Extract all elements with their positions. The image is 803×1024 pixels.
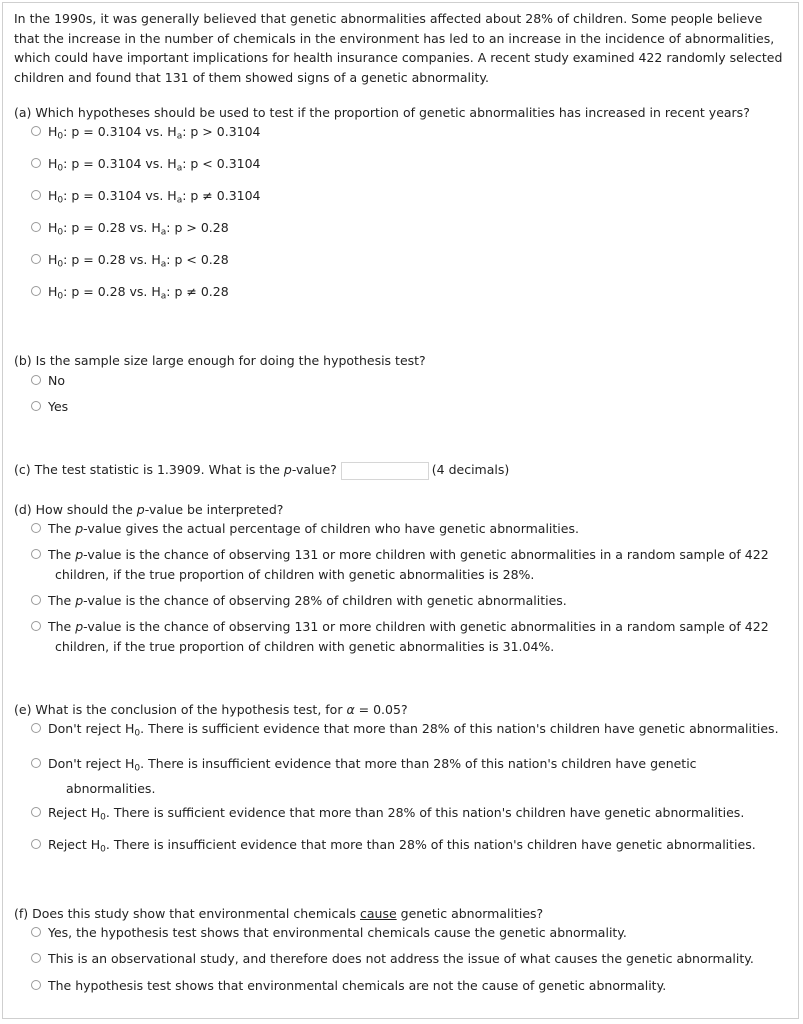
radio-button[interactable]	[31, 758, 41, 768]
option-e-4[interactable]: Reject $H_0$. There is insufficient evidence that more than 28% of this nation's children have genetic abnormalities.	[31, 835, 781, 854]
option-a-5[interactable]: $H_0$: p = 0.28 vs. $H_a$: p < 0.28	[31, 250, 781, 269]
option-d-2[interactable]: The p-value is the chance of observing 131 or more children with genetic abnormalities in a random sample of 422 children, if the true proportion of children with genetic abnormalities is 28%.	[31, 545, 781, 584]
option-e-2[interactable]: Don't reject $H_0$. There is insufficient evidence that more than 28% of this nation's children have genetic abnormalities.	[31, 751, 781, 801]
option-a-3[interactable]: $H_0$: p = 0.3104 vs. $H_a$: p ≠ 0.3104	[31, 186, 781, 205]
question-d: (d) How should the p-value be interpreted?	[14, 502, 284, 517]
option-a-4[interactable]: $H_0$: p = 0.28 vs. $H_a$: p > 0.28	[31, 218, 781, 237]
radio-button[interactable]	[31, 980, 41, 990]
radio-button[interactable]	[31, 523, 41, 533]
intro-paragraph: In the 1990s, it was generally believed that genetic abnormalities affected about 28% of children. Some people believe that the increase in the number of chemicals in the environment has led to an increase in the incidence of abnormalities, which could have important implications for health insurance companies. A recent study examined 422 randomly selected children and found that 131 of them showed signs of a genetic abnormality.	[14, 11, 783, 85]
option-a-2[interactable]: $H_0$: p = 0.3104 vs. $H_a$: p < 0.3104	[31, 154, 781, 173]
radio-button[interactable]	[31, 549, 41, 559]
p-value-input[interactable]	[341, 462, 429, 480]
radio-button[interactable]	[31, 927, 41, 937]
option-f-1[interactable]: Yes, the hypothesis test shows that environmental chemicals cause the genetic abnormality.	[31, 923, 781, 942]
radio-button[interactable]	[31, 401, 41, 411]
radio-button[interactable]	[31, 375, 41, 385]
radio-button[interactable]	[31, 286, 41, 296]
question-c: (c) The test statistic is 1.3909. What is the p-value? (4 decimals)	[14, 460, 789, 480]
option-b-no[interactable]: No	[31, 371, 781, 390]
option-e-3[interactable]: Reject $H_0$. There is sufficient evidence that more than 28% of this nation's children have genetic abnormalities.	[31, 803, 781, 822]
radio-button[interactable]	[31, 222, 41, 232]
radio-button[interactable]	[31, 621, 41, 631]
option-d-4[interactable]: The p-value is the chance of observing 131 or more children with genetic abnormalities in a random sample of 422 children, if the true proportion of children with genetic abnormalities is 31.04%.	[31, 617, 781, 656]
radio-button[interactable]	[31, 953, 41, 963]
option-a-1[interactable]: $H_0$: p = 0.3104 vs. $H_a$: p > 0.3104	[31, 122, 781, 141]
question-a: (a) Which hypotheses should be used to test if the proportion of genetic abnormalities has increased in recent years?	[14, 105, 750, 120]
question-f: (f) Does this study show that environmental chemicals cause genetic abnormalities?	[14, 906, 544, 921]
radio-button[interactable]	[31, 158, 41, 168]
radio-button[interactable]	[31, 595, 41, 605]
option-d-1[interactable]: The p-value gives the actual percentage of children who have genetic abnormalities.	[31, 519, 781, 538]
radio-button[interactable]	[31, 807, 41, 817]
radio-button[interactable]	[31, 254, 41, 264]
radio-button[interactable]	[31, 126, 41, 136]
option-a-6[interactable]: $H_0$: p = 0.28 vs. $H_a$: p ≠ 0.28	[31, 282, 781, 301]
option-e-1[interactable]: Don't reject $H_0$. There is sufficient evidence that more than 28% of this nation's children have genetic abnormalities.	[31, 719, 781, 738]
option-b-yes[interactable]: Yes	[31, 397, 781, 416]
question-e: (e) What is the conclusion of the hypothesis test, for α = 0.05?	[14, 702, 408, 717]
option-f-3[interactable]: The hypothesis test shows that environmental chemicals are not the cause of genetic abnormality.	[31, 976, 781, 995]
question-b: (b) Is the sample size large enough for doing the hypothesis test?	[14, 353, 426, 368]
radio-button[interactable]	[31, 190, 41, 200]
radio-button[interactable]	[31, 723, 41, 733]
option-d-3[interactable]: The p-value is the chance of observing 28% of children with genetic abnormalities.	[31, 591, 781, 610]
option-f-2[interactable]: This is an observational study, and therefore does not address the issue of what causes the genetic abnormality.	[31, 949, 781, 968]
radio-button[interactable]	[31, 839, 41, 849]
